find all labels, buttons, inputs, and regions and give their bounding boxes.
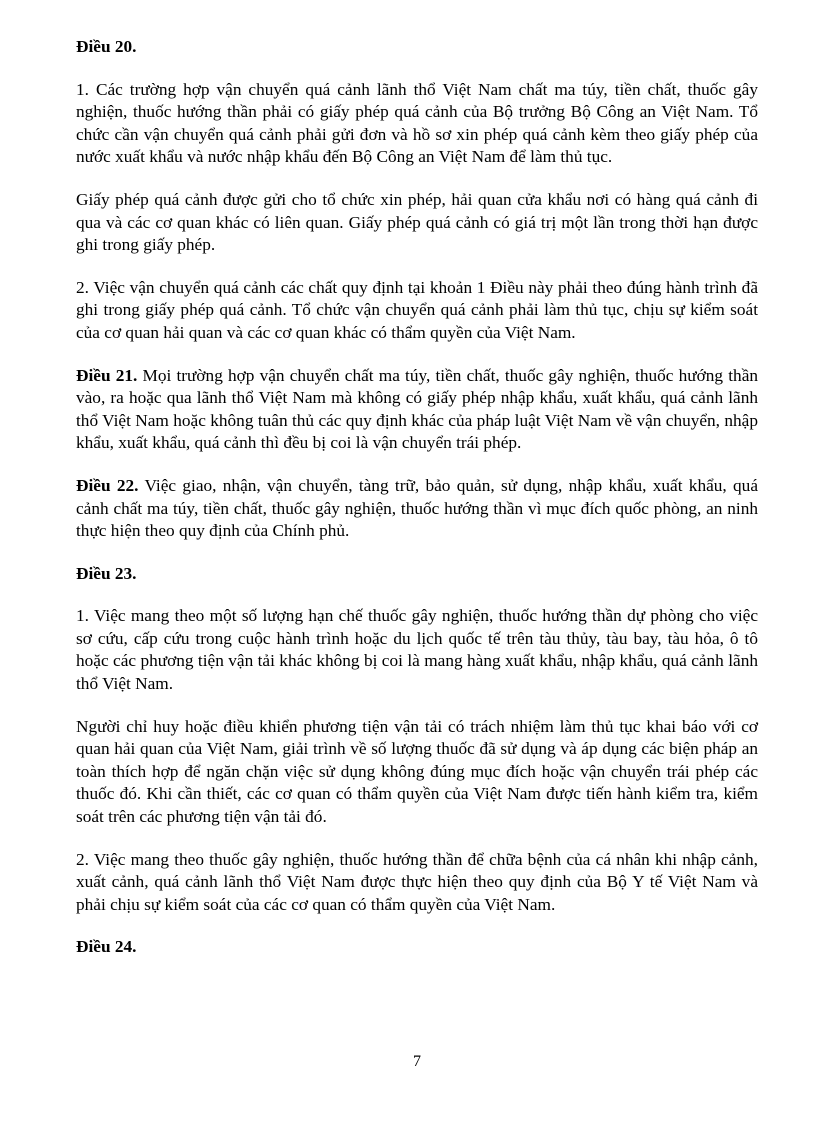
article-24-heading — [76, 936, 758, 959]
article-21 — [76, 365, 758, 455]
article-23-clause-1 — [76, 605, 758, 695]
article-20-heading — [76, 36, 758, 59]
page-number: 7 — [413, 1053, 421, 1070]
paragraph-text: Giấy phép quá cảnh được gửi cho tổ chức xin phép, hải quan cửa khẩu nơi có hàng quá cảnh đi qua và các cơ quan khác có liên quan. Giấy phép quá cảnh có giá trị một lần trong thời hạn được ghi trong giấy phép. — [76, 189, 758, 255]
article-20-clause-2 — [76, 277, 758, 345]
article-23-heading — [76, 563, 758, 586]
paragraph-text: 1. Các trường hợp vận chuyển quá cảnh lãnh thổ Việt Nam chất ma túy, tiền chất, thuốc gây nghiện, thuốc hướng thần phải có giấy phép quá cảnh của Bộ trưởng Bộ Công an Việt Nam. Tổ chức cần vận chuyển quá cảnh phải gửi đơn và hồ sơ xin phép quá cảnh kèm theo giấy phép của nước xuất khẩu và nước nhập khẩu đến Bộ Công an Việt Nam để làm thủ tục. — [76, 79, 758, 167]
article-20-clause-1 — [76, 79, 758, 169]
paragraph-text: 2. Việc mang theo thuốc gây nghiện, thuốc hướng thần để chữa bệnh của cá nhân khi nhập cảnh, xuất cảnh, quá cảnh lãnh thổ Việt Nam được thực hiện theo quy định của Bộ Y tế Việt Nam và phải chịu sự kiểm soát của các cơ quan có thẩm quyền của Việt Nam. — [76, 849, 758, 914]
article-22 — [76, 475, 758, 543]
article-label: Điều 20. — [76, 37, 137, 56]
article-label: Điều 24. — [76, 937, 137, 957]
paragraph-text: Người chỉ huy hoặc điều khiển phương tiện vận tải có trách nhiệm làm thủ tục khai báo với cơ quan hải quan của Việt Nam, giải trình về số lượng thuốc đã sử dụng và áp dụng các biện pháp an toàn thích hợp để ngăn chặn việc sử dụng không đúng mục đích hoặc vận chuyển trái phép các thuốc đó. Khi cần thiết, các cơ quan có thẩm quyền của Việt Nam được tiến hành kiểm tra, kiểm soát trên các phương tiện vận tải đó. — [76, 716, 758, 827]
article-23-clause-1-continued — [76, 716, 758, 829]
article-label: Điều 22. — [76, 475, 139, 495]
article-label: Điều 23. — [76, 563, 137, 583]
paragraph-text: Mọi trường hợp vận chuyển chất ma túy, tiền chất, thuốc gây nghiện, thuốc hướng thần vào, ra hoặc qua lãnh thổ Việt Nam mà không có giấy phép nhập khẩu, xuất khẩu, quá cảnh lãnh thổ Việt Nam hoặc không tuân thủ các quy định khác của pháp luật Việt Nam về vận chuyển, nhập khẩu, xuất khẩu, quá cảnh thì đều bị coi là vận chuyển trái phép. — [76, 365, 759, 453]
paragraph-text: 1. Việc mang theo một số lượng hạn chế thuốc gây nghiện, thuốc hướng thần dự phòng cho việc sơ cứu, cấp cứu trong cuộc hành trình hoặc du lịch quốc tế trên tàu thủy, tàu bay, tàu hỏa, ô tô hoặc các phương tiện vận tải khác không bị coi là mang hàng xuất khẩu, nhập khẩu, quá cảnh lãnh thổ Việt Nam. — [76, 606, 758, 694]
article-23-clause-2 — [76, 849, 758, 917]
paragraph-text: Việc giao, nhận, vận chuyển, tàng trữ, bảo quản, sử dụng, nhập khẩu, xuất khẩu, quá cảnh chất ma túy, tiền chất, thuốc gây nghiện, thuốc hướng thần vì mục đích quốc phòng, an ninh thực hiện theo quy định của Chính phủ. — [76, 475, 758, 541]
paragraph-text: 2. Việc vận chuyển quá cảnh các chất quy định tại khoản 1 Điều này phải theo đúng hành trình đã ghi trong giấy phép quá cảnh. Tổ chức vận chuyển quá cảnh phải làm thủ tục, chịu sự kiểm soát của cơ quan hải quan và các cơ quan khác có thẩm quyền của Việt Nam. — [76, 277, 758, 342]
document-body — [76, 36, 758, 979]
article-label: Điều 21. — [76, 365, 138, 385]
article-20-clause-1-continued — [76, 189, 758, 257]
